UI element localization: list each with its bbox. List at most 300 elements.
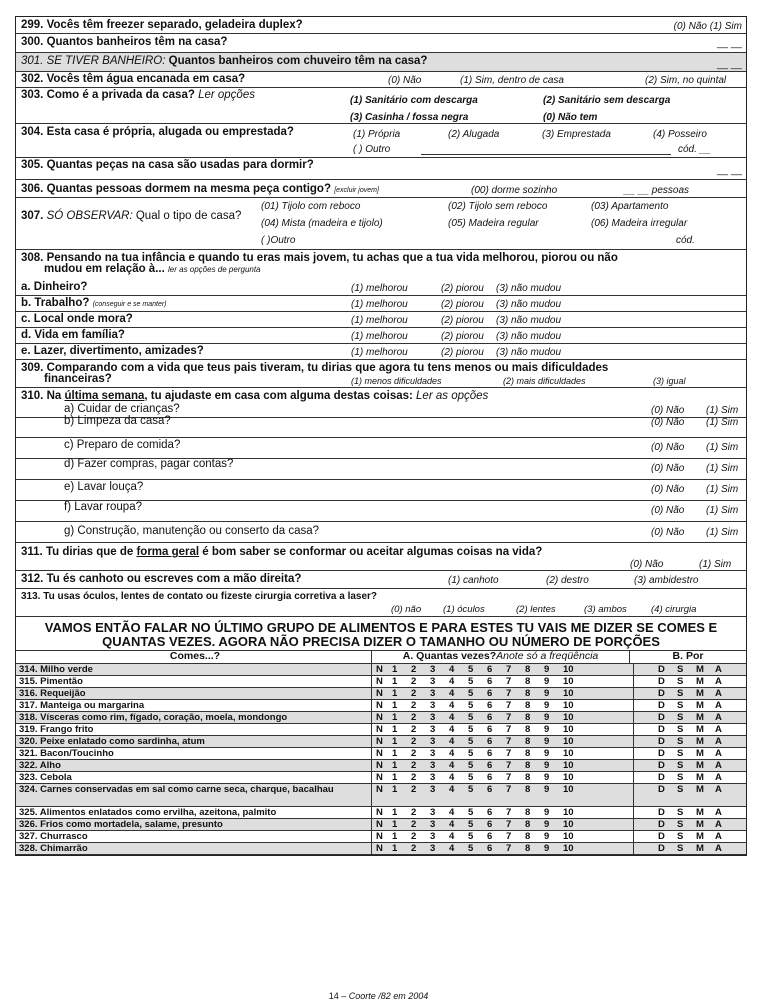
period-option-S[interactable]: S bbox=[677, 843, 684, 854]
frequency-option-N[interactable]: N bbox=[376, 748, 383, 759]
frequency-option-N[interactable]: N bbox=[376, 712, 383, 723]
frequency-option-7[interactable]: 7 bbox=[506, 748, 512, 759]
frequency-option-1[interactable]: 1 bbox=[392, 724, 398, 735]
option-01[interactable]: (01) Tijolo com reboco bbox=[261, 201, 361, 212]
option-0[interactable]: (0) Não bbox=[651, 505, 685, 516]
frequency-options bbox=[372, 688, 634, 699]
option-02[interactable]: (02) Tijolo sem reboco bbox=[448, 201, 548, 212]
period-option-D[interactable]: D bbox=[658, 724, 665, 735]
frequency-option-6[interactable]: 6 bbox=[487, 736, 493, 747]
option-00[interactable]: (00) dorme sozinho bbox=[471, 185, 558, 196]
period-option-S[interactable]: S bbox=[677, 748, 684, 759]
frequency-option-8[interactable]: 8 bbox=[525, 772, 531, 783]
period-option-M[interactable]: M bbox=[696, 819, 704, 830]
period-option-D[interactable]: D bbox=[658, 700, 665, 711]
option-1[interactable]: (1) Sim bbox=[706, 505, 739, 516]
period-option-A[interactable]: A bbox=[715, 843, 722, 854]
option-3[interactable]: (3) igual bbox=[653, 376, 686, 386]
frequency-option-1[interactable]: 1 bbox=[392, 807, 398, 818]
frequency-option-8[interactable]: 8 bbox=[525, 831, 531, 842]
period-option-S[interactable]: S bbox=[677, 664, 684, 675]
period-option-M[interactable]: M bbox=[696, 736, 704, 747]
frequency-option-10[interactable]: 10 bbox=[563, 843, 574, 854]
option-1[interactable]: (1) Sim bbox=[706, 484, 739, 495]
frequency-option-1[interactable]: 1 bbox=[392, 736, 398, 747]
frequency-option-6[interactable]: 6 bbox=[487, 700, 493, 711]
answer-blank[interactable]: __ __ bbox=[716, 59, 742, 70]
option-other[interactable]: ( ) Outro bbox=[353, 144, 391, 155]
frequency-option-2[interactable]: 2 bbox=[411, 831, 417, 842]
period-option-S[interactable]: S bbox=[677, 676, 684, 687]
option-0[interactable]: (0) Não tem bbox=[543, 112, 598, 123]
frequency-option-7[interactable]: 7 bbox=[506, 688, 512, 699]
option-2[interactable]: (2) Sim, no quintal bbox=[645, 75, 727, 86]
option-0[interactable]: (0) Não bbox=[651, 484, 685, 495]
frequency-option-8[interactable]: 8 bbox=[525, 724, 531, 735]
frequency-option-8[interactable]: 8 bbox=[525, 712, 531, 723]
frequency-option-10[interactable]: 10 bbox=[563, 736, 574, 747]
period-option-A[interactable]: A bbox=[715, 712, 722, 723]
period-option-S[interactable]: S bbox=[677, 736, 684, 747]
frequency-option-1[interactable]: 1 bbox=[392, 688, 398, 699]
code-field[interactable]: cód. __ bbox=[678, 144, 711, 155]
frequency-option-7[interactable]: 7 bbox=[506, 700, 512, 711]
option-1[interactable]: (1) melhorou bbox=[351, 331, 408, 342]
frequency-option-6[interactable]: 6 bbox=[487, 807, 493, 818]
frequency-option-2[interactable]: 2 bbox=[411, 712, 417, 723]
frequency-option-5[interactable]: 5 bbox=[468, 819, 474, 830]
frequency-option-4[interactable]: 4 bbox=[449, 843, 455, 854]
frequency-option-2[interactable]: 2 bbox=[411, 807, 417, 818]
period-option-A[interactable]: A bbox=[715, 676, 722, 687]
option-other[interactable]: ( )Outro bbox=[261, 235, 296, 246]
period-option-M[interactable]: M bbox=[696, 724, 704, 735]
period-option-M[interactable]: M bbox=[696, 688, 704, 699]
frequency-option-1[interactable]: 1 bbox=[392, 700, 398, 711]
frequency-option-1[interactable]: 1 bbox=[392, 748, 398, 759]
frequency-option-N[interactable]: N bbox=[376, 831, 383, 842]
period-option-A[interactable]: A bbox=[715, 688, 722, 699]
frequency-option-3[interactable]: 3 bbox=[430, 772, 436, 783]
period-option-A[interactable]: A bbox=[715, 736, 722, 747]
frequency-option-6[interactable]: 6 bbox=[487, 688, 493, 699]
frequency-option-4[interactable]: 4 bbox=[449, 807, 455, 818]
option-2[interactable]: (2) piorou bbox=[441, 347, 484, 358]
frequency-option-10[interactable]: 10 bbox=[563, 807, 574, 818]
frequency-option-2[interactable]: 2 bbox=[411, 843, 417, 854]
option-1[interactable]: (1) Sim bbox=[706, 527, 739, 538]
frequency-option-N[interactable]: N bbox=[376, 843, 383, 854]
option-0[interactable]: (0) Não bbox=[651, 527, 685, 538]
period-option-S[interactable]: S bbox=[677, 760, 684, 771]
period-option-S[interactable]: S bbox=[677, 784, 684, 795]
frequency-option-4[interactable]: 4 bbox=[449, 760, 455, 771]
frequency-option-N[interactable]: N bbox=[376, 676, 383, 687]
option-1[interactable]: (1) Própria bbox=[353, 129, 401, 140]
frequency-option-4[interactable]: 4 bbox=[449, 831, 455, 842]
frequency-option-7[interactable]: 7 bbox=[506, 772, 512, 783]
option-04[interactable]: (04) Mista (madeira e tijolo) bbox=[261, 218, 383, 229]
frequency-option-4[interactable]: 4 bbox=[449, 772, 455, 783]
option-3[interactable]: (3) Emprestada bbox=[542, 129, 611, 140]
frequency-option-6[interactable]: 6 bbox=[487, 748, 493, 759]
frequency-option-10[interactable]: 10 bbox=[563, 831, 574, 842]
frequency-option-4[interactable]: 4 bbox=[449, 748, 455, 759]
frequency-option-5[interactable]: 5 bbox=[468, 760, 474, 771]
frequency-option-3[interactable]: 3 bbox=[430, 843, 436, 854]
option-0[interactable]: (0) Não bbox=[651, 463, 685, 474]
option-0[interactable]: (0) Não bbox=[651, 405, 685, 416]
frequency-option-9[interactable]: 9 bbox=[544, 664, 550, 675]
period-option-A[interactable]: A bbox=[715, 784, 722, 795]
option-1[interactable]: (1) Sanitário com descarga bbox=[350, 95, 478, 106]
option-4[interactable]: (4) cirurgia bbox=[651, 604, 697, 615]
frequency-option-3[interactable]: 3 bbox=[430, 807, 436, 818]
frequency-option-4[interactable]: 4 bbox=[449, 712, 455, 723]
frequency-options bbox=[372, 676, 634, 687]
option-0[interactable]: (0) Não bbox=[630, 559, 664, 570]
option-2[interactable]: (2) piorou bbox=[441, 331, 484, 342]
option-05[interactable]: (05) Madeira regular bbox=[448, 218, 539, 229]
period-option-M[interactable]: M bbox=[696, 712, 704, 723]
frequency-option-8[interactable]: 8 bbox=[525, 760, 531, 771]
frequency-option-3[interactable]: 3 bbox=[430, 700, 436, 711]
option-2[interactable]: (2) Alugada bbox=[448, 129, 500, 140]
option-1[interactable]: (1) melhorou bbox=[351, 283, 408, 294]
frequency-option-2[interactable]: 2 bbox=[411, 819, 417, 830]
frequency-option-9[interactable]: 9 bbox=[544, 807, 550, 818]
frequency-options bbox=[372, 736, 634, 747]
period-option-S[interactable]: S bbox=[677, 772, 684, 783]
frequency-option-1[interactable]: 1 bbox=[392, 712, 398, 723]
frequency-option-6[interactable]: 6 bbox=[487, 724, 493, 735]
period-option-D[interactable]: D bbox=[658, 748, 665, 759]
option-1[interactable]: (1) melhorou bbox=[351, 347, 408, 358]
frequency-option-8[interactable]: 8 bbox=[525, 700, 531, 711]
period-option-D[interactable]: D bbox=[658, 760, 665, 771]
option-2[interactable]: (2) lentes bbox=[516, 604, 556, 615]
frequency-option-4[interactable]: 4 bbox=[449, 724, 455, 735]
food-row bbox=[16, 664, 746, 676]
frequency-option-9[interactable]: 9 bbox=[544, 843, 550, 854]
frequency-option-2[interactable]: 2 bbox=[411, 664, 417, 675]
frequency-option-3[interactable]: 3 bbox=[430, 736, 436, 747]
period-option-A[interactable]: A bbox=[715, 748, 722, 759]
frequency-option-3[interactable]: 3 bbox=[430, 664, 436, 675]
option-0[interactable]: (0) Não bbox=[388, 75, 422, 86]
period-option-A[interactable]: A bbox=[715, 760, 722, 771]
frequency-option-9[interactable]: 9 bbox=[544, 724, 550, 735]
period-option-D[interactable]: D bbox=[658, 819, 665, 830]
period-option-M[interactable]: M bbox=[696, 784, 704, 795]
period-option-M[interactable]: M bbox=[696, 807, 704, 818]
frequency-option-10[interactable]: 10 bbox=[563, 819, 574, 830]
period-option-A[interactable]: A bbox=[715, 819, 722, 830]
frequency-option-2[interactable]: 2 bbox=[411, 724, 417, 735]
frequency-option-9[interactable]: 9 bbox=[544, 736, 550, 747]
period-option-D[interactable]: D bbox=[658, 712, 665, 723]
other-blank-line[interactable] bbox=[421, 154, 671, 155]
option-03[interactable]: (03) Apartamento bbox=[591, 201, 669, 212]
frequency-option-7[interactable]: 7 bbox=[506, 736, 512, 747]
frequency-option-10[interactable]: 10 bbox=[563, 676, 574, 687]
frequency-option-1[interactable]: 1 bbox=[392, 772, 398, 783]
period-option-S[interactable]: S bbox=[677, 831, 684, 842]
option-0[interactable]: (0) Não bbox=[651, 442, 685, 453]
frequency-option-5[interactable]: 5 bbox=[468, 831, 474, 842]
option-2[interactable]: (2) piorou bbox=[441, 299, 484, 310]
option-3[interactable]: (3) ambidestro bbox=[634, 575, 699, 586]
option-1[interactable]: (1) Sim bbox=[706, 405, 739, 416]
option-1[interactable]: (1) Sim bbox=[706, 463, 739, 474]
frequency-option-9[interactable]: 9 bbox=[544, 772, 550, 783]
option-3[interactable]: (3) não mudou bbox=[496, 331, 562, 342]
frequency-option-4[interactable]: 4 bbox=[449, 819, 455, 830]
frequency-option-10[interactable]: 10 bbox=[563, 772, 574, 783]
period-option-M[interactable]: M bbox=[696, 760, 704, 771]
period-option-A[interactable]: A bbox=[715, 831, 722, 842]
frequency-option-6[interactable]: 6 bbox=[487, 760, 493, 771]
frequency-option-2[interactable]: 2 bbox=[411, 772, 417, 783]
frequency-option-10[interactable]: 10 bbox=[563, 724, 574, 735]
frequency-option-8[interactable]: 8 bbox=[525, 664, 531, 675]
frequency-option-5[interactable]: 5 bbox=[468, 748, 474, 759]
frequency-option-6[interactable]: 6 bbox=[487, 784, 493, 795]
frequency-option-6[interactable]: 6 bbox=[487, 843, 493, 854]
option-1[interactable]: (1) Sim bbox=[706, 442, 739, 453]
frequency-option-7[interactable]: 7 bbox=[506, 819, 512, 830]
frequency-option-4[interactable]: 4 bbox=[449, 688, 455, 699]
period-option-D[interactable]: D bbox=[658, 772, 665, 783]
frequency-option-1[interactable]: 1 bbox=[392, 760, 398, 771]
period-option-M[interactable]: M bbox=[696, 676, 704, 687]
frequency-option-3[interactable]: 3 bbox=[430, 712, 436, 723]
frequency-option-9[interactable]: 9 bbox=[544, 784, 550, 795]
frequency-option-2[interactable]: 2 bbox=[411, 700, 417, 711]
frequency-option-5[interactable]: 5 bbox=[468, 688, 474, 699]
option-3[interactable]: (3) não mudou bbox=[496, 347, 562, 358]
frequency-option-8[interactable]: 8 bbox=[525, 819, 531, 830]
frequency-option-9[interactable]: 9 bbox=[544, 760, 550, 771]
frequency-option-6[interactable]: 6 bbox=[487, 664, 493, 675]
option-2[interactable]: (2) piorou bbox=[441, 283, 484, 294]
period-option-D[interactable]: D bbox=[658, 843, 665, 854]
period-option-S[interactable]: S bbox=[677, 700, 684, 711]
frequency-option-7[interactable]: 7 bbox=[506, 724, 512, 735]
frequency-option-6[interactable]: 6 bbox=[487, 772, 493, 783]
frequency-option-6[interactable]: 6 bbox=[487, 819, 493, 830]
frequency-option-5[interactable]: 5 bbox=[468, 664, 474, 675]
frequency-option-4[interactable]: 4 bbox=[449, 736, 455, 747]
option-0[interactable]: (0) não bbox=[391, 604, 422, 615]
frequency-option-5[interactable]: 5 bbox=[468, 736, 474, 747]
frequency-option-7[interactable]: 7 bbox=[506, 664, 512, 675]
frequency-option-1[interactable]: 1 bbox=[392, 676, 398, 687]
frequency-option-3[interactable]: 3 bbox=[430, 784, 436, 795]
frequency-option-1[interactable]: 1 bbox=[392, 843, 398, 854]
period-option-A[interactable]: A bbox=[715, 700, 722, 711]
frequency-option-2[interactable]: 2 bbox=[411, 760, 417, 771]
frequency-option-N[interactable]: N bbox=[376, 760, 383, 771]
frequency-option-3[interactable]: 3 bbox=[430, 831, 436, 842]
frequency-option-1[interactable]: 1 bbox=[392, 831, 398, 842]
frequency-option-6[interactable]: 6 bbox=[487, 831, 493, 842]
answer-blank[interactable]: __ __ bbox=[716, 38, 742, 49]
period-option-S[interactable]: S bbox=[677, 712, 684, 723]
option-2[interactable]: (2) piorou bbox=[441, 315, 484, 326]
option-3[interactable]: (3) não mudou bbox=[496, 315, 562, 326]
period-option-D[interactable]: D bbox=[658, 736, 665, 747]
frequency-option-7[interactable]: 7 bbox=[506, 807, 512, 818]
frequency-option-9[interactable]: 9 bbox=[544, 748, 550, 759]
frequency-option-4[interactable]: 4 bbox=[449, 784, 455, 795]
answer-blank[interactable]: __ __ bbox=[716, 165, 742, 176]
period-option-D[interactable]: D bbox=[658, 807, 665, 818]
frequency-option-8[interactable]: 8 bbox=[525, 807, 531, 818]
frequency-option-10[interactable]: 10 bbox=[563, 712, 574, 723]
frequency-option-N[interactable]: N bbox=[376, 772, 383, 783]
option-1[interactable]: (1) Sim, dentro de casa bbox=[460, 75, 564, 86]
period-option-S[interactable]: S bbox=[677, 819, 684, 830]
option-1[interactable]: (1) canhoto bbox=[448, 575, 499, 586]
period-option-D[interactable]: D bbox=[658, 676, 665, 687]
frequency-option-9[interactable]: 9 bbox=[544, 676, 550, 687]
people-count-field[interactable]: __ __ pessoas bbox=[624, 185, 690, 196]
option-1[interactable]: (1) Sim bbox=[699, 559, 732, 570]
frequency-option-3[interactable]: 3 bbox=[430, 724, 436, 735]
frequency-option-5[interactable]: 5 bbox=[468, 700, 474, 711]
period-option-M[interactable]: M bbox=[696, 772, 704, 783]
answer-options[interactable]: (0) Não (1) Sim bbox=[673, 21, 742, 32]
frequency-option-9[interactable]: 9 bbox=[544, 831, 550, 842]
frequency-option-7[interactable]: 7 bbox=[506, 784, 512, 795]
period-option-A[interactable]: A bbox=[715, 724, 722, 735]
frequency-option-2[interactable]: 2 bbox=[411, 784, 417, 795]
period-option-A[interactable]: A bbox=[715, 807, 722, 818]
period-option-M[interactable]: M bbox=[696, 831, 704, 842]
period-option-M[interactable]: M bbox=[696, 664, 704, 675]
frequency-option-10[interactable]: 10 bbox=[563, 688, 574, 699]
option-2[interactable]: (2) mais dificuldades bbox=[503, 376, 586, 386]
frequency-option-9[interactable]: 9 bbox=[544, 700, 550, 711]
frequency-option-1[interactable]: 1 bbox=[392, 819, 398, 830]
frequency-option-1[interactable]: 1 bbox=[392, 784, 398, 795]
frequency-option-N[interactable]: N bbox=[376, 807, 383, 818]
period-option-S[interactable]: S bbox=[677, 807, 684, 818]
frequency-option-5[interactable]: 5 bbox=[468, 724, 474, 735]
period-option-D[interactable]: D bbox=[658, 784, 665, 795]
frequency-option-10[interactable]: 10 bbox=[563, 760, 574, 771]
frequency-option-7[interactable]: 7 bbox=[506, 831, 512, 842]
option-3[interactable]: (3) não mudou bbox=[496, 283, 562, 294]
option-0[interactable]: (0) Não bbox=[651, 417, 685, 428]
period-option-D[interactable]: D bbox=[658, 688, 665, 699]
frequency-option-5[interactable]: 5 bbox=[468, 784, 474, 795]
frequency-option-8[interactable]: 8 bbox=[525, 748, 531, 759]
frequency-option-10[interactable]: 10 bbox=[563, 784, 574, 795]
frequency-option-N[interactable]: N bbox=[376, 664, 383, 675]
frequency-option-7[interactable]: 7 bbox=[506, 712, 512, 723]
frequency-option-N[interactable]: N bbox=[376, 736, 383, 747]
period-option-D[interactable]: D bbox=[658, 664, 665, 675]
frequency-option-10[interactable]: 10 bbox=[563, 700, 574, 711]
period-option-A[interactable]: A bbox=[715, 772, 722, 783]
option-06[interactable]: (06) Madeira irregular bbox=[591, 218, 688, 229]
option-4[interactable]: (4) Posseiro bbox=[653, 129, 707, 140]
period-option-D[interactable]: D bbox=[658, 831, 665, 842]
option-1[interactable]: (1) melhorou bbox=[351, 299, 408, 310]
frequency-option-4[interactable]: 4 bbox=[449, 676, 455, 687]
frequency-option-5[interactable]: 5 bbox=[468, 712, 474, 723]
frequency-option-3[interactable]: 3 bbox=[430, 676, 436, 687]
frequency-option-8[interactable]: 8 bbox=[525, 784, 531, 795]
option-1[interactable]: (1) menos dificuldades bbox=[351, 376, 442, 386]
frequency-option-N[interactable]: N bbox=[376, 688, 383, 699]
frequency-option-N[interactable]: N bbox=[376, 819, 383, 830]
frequency-option-4[interactable]: 4 bbox=[449, 664, 455, 675]
frequency-option-5[interactable]: 5 bbox=[468, 807, 474, 818]
option-1[interactable]: (1) óculos bbox=[443, 604, 485, 615]
frequency-option-6[interactable]: 6 bbox=[487, 676, 493, 687]
frequency-option-5[interactable]: 5 bbox=[468, 772, 474, 783]
frequency-option-7[interactable]: 7 bbox=[506, 760, 512, 771]
period-option-M[interactable]: M bbox=[696, 748, 704, 759]
frequency-option-3[interactable]: 3 bbox=[430, 819, 436, 830]
frequency-option-10[interactable]: 10 bbox=[563, 748, 574, 759]
frequency-option-7[interactable]: 7 bbox=[506, 843, 512, 854]
frequency-option-8[interactable]: 8 bbox=[525, 676, 531, 687]
frequency-option-3[interactable]: 3 bbox=[430, 760, 436, 771]
period-option-M[interactable]: M bbox=[696, 843, 704, 854]
frequency-option-9[interactable]: 9 bbox=[544, 819, 550, 830]
frequency-option-1[interactable]: 1 bbox=[392, 664, 398, 675]
frequency-option-5[interactable]: 5 bbox=[468, 843, 474, 854]
option-3[interactable]: (3) ambos bbox=[584, 604, 627, 615]
frequency-option-2[interactable]: 2 bbox=[411, 688, 417, 699]
frequency-option-N[interactable]: N bbox=[376, 784, 383, 795]
option-2[interactable]: (2) Sanitário sem descarga bbox=[543, 95, 671, 106]
frequency-option-7[interactable]: 7 bbox=[506, 676, 512, 687]
frequency-option-2[interactable]: 2 bbox=[411, 736, 417, 747]
frequency-option-9[interactable]: 9 bbox=[544, 712, 550, 723]
frequency-option-N[interactable]: N bbox=[376, 724, 383, 735]
frequency-option-8[interactable]: 8 bbox=[525, 688, 531, 699]
frequency-option-2[interactable]: 2 bbox=[411, 676, 417, 687]
frequency-option-8[interactable]: 8 bbox=[525, 843, 531, 854]
frequency-option-10[interactable]: 10 bbox=[563, 664, 574, 675]
option-3[interactable]: (3) não mudou bbox=[496, 299, 562, 310]
frequency-option-8[interactable]: 8 bbox=[525, 736, 531, 747]
frequency-option-N[interactable]: N bbox=[376, 700, 383, 711]
option-1[interactable]: (1) Sim bbox=[706, 417, 739, 428]
subitem-row bbox=[16, 480, 746, 501]
option-1[interactable]: (1) melhorou bbox=[351, 315, 408, 326]
option-3[interactable]: (3) Casinha / fossa negra bbox=[350, 112, 469, 123]
period-option-M[interactable]: M bbox=[696, 700, 704, 711]
code-field[interactable]: cód. bbox=[676, 235, 695, 246]
frequency-option-5[interactable]: 5 bbox=[468, 676, 474, 687]
frequency-option-4[interactable]: 4 bbox=[449, 700, 455, 711]
frequency-option-6[interactable]: 6 bbox=[487, 712, 493, 723]
period-option-S[interactable]: S bbox=[677, 688, 684, 699]
period-option-A[interactable]: A bbox=[715, 664, 722, 675]
frequency-option-3[interactable]: 3 bbox=[430, 748, 436, 759]
frequency-option-2[interactable]: 2 bbox=[411, 748, 417, 759]
frequency-option-9[interactable]: 9 bbox=[544, 688, 550, 699]
frequency-option-3[interactable]: 3 bbox=[430, 688, 436, 699]
period-option-S[interactable]: S bbox=[677, 724, 684, 735]
option-2[interactable]: (2) destro bbox=[546, 575, 589, 586]
